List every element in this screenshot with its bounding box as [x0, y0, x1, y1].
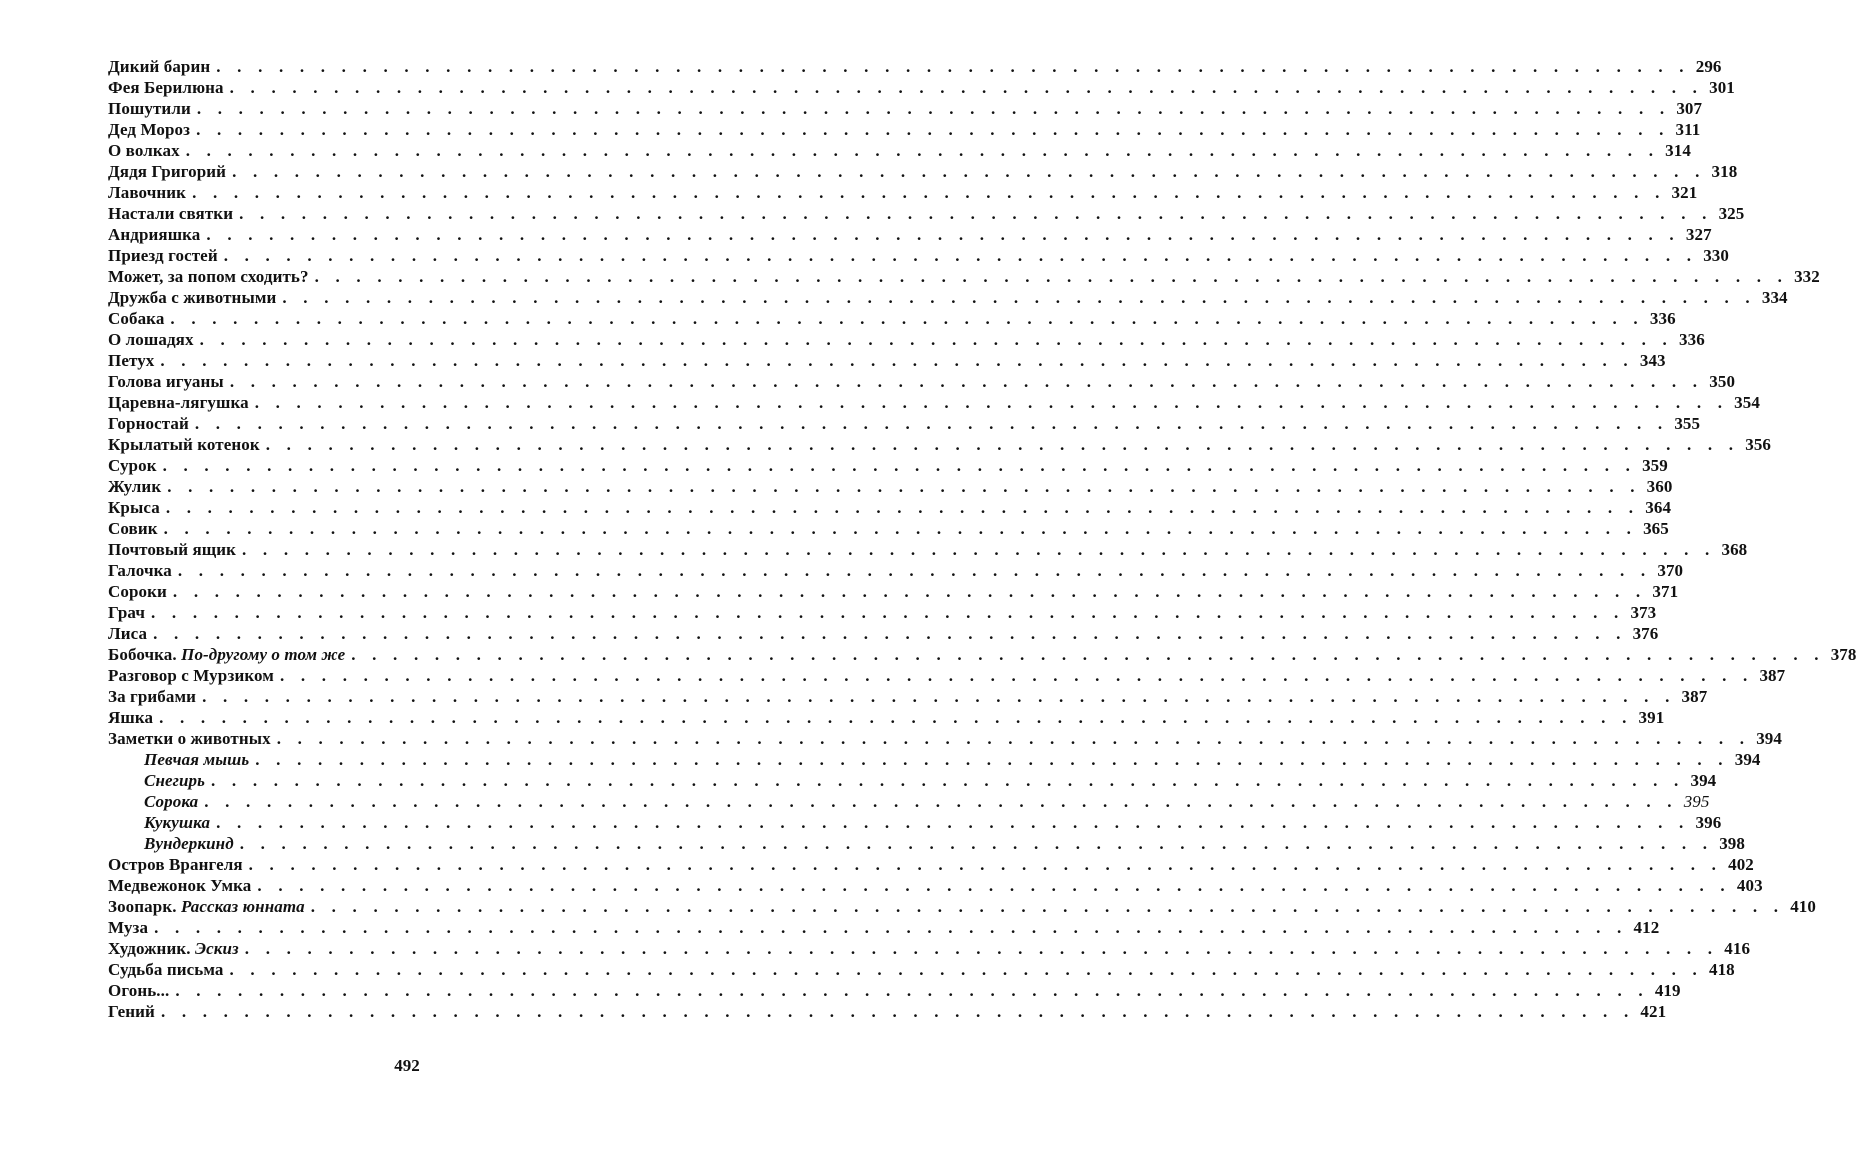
toc-entry-title [108, 287, 276, 308]
toc-entry-title-text: Разговор с Мурзиком [108, 666, 274, 685]
toc-entry-page: 412 [1633, 918, 1660, 937]
toc-entry [108, 581, 1679, 602]
toc-entry-title [108, 308, 164, 329]
dot-leader: . . . . . . . . . . . . . . . . . . . . . . . . . . . . . . . . . . . . . . . . . . . . . . . . . . . . . . . . . . . . . . . . . . . . . . . [170, 309, 1644, 328]
toc-entry-title-text: Приезд гостей [108, 246, 218, 265]
toc-entry-title-text: О волках [108, 141, 180, 160]
toc-entry-title [108, 203, 233, 224]
toc-entry [108, 455, 1668, 476]
toc-entry [108, 203, 1745, 224]
toc-entry-title-text: Лиса [108, 624, 148, 643]
toc-entry-page: 416 [1724, 939, 1751, 958]
toc-entry-title [108, 686, 196, 707]
dot-leader: . . . . . . . . . . . . . . . . . . . . . . . . . . . . . . . . . . . . . . . . . . . . . . . . . . . . . . . . . . . . . . . . . . . . . . . [153, 624, 1627, 643]
toc-entry [108, 434, 1772, 455]
toc-entry-title [108, 623, 147, 644]
toc-entry-page: 360 [1646, 477, 1673, 496]
toc-entry-page: 365 [1643, 519, 1669, 538]
dot-leader: . . . . . . . . . . . . . . . . . . . . . . . . . . . . . . . . . . . . . . . . . . . . . . . . . . . . . . . . . . . . . . . . . . . . . . . [314, 267, 1789, 286]
toc-entry-title [108, 497, 160, 518]
toc-entry-title [108, 938, 239, 959]
dot-leader: . . . . . . . . . . . . . . . . . . . . . . . . . . . . . . . . . . . . . . . . . . . . . . . . . . . . . . . . . . . . . . . . . . . . . . . [177, 561, 1652, 580]
toc-entry-title-text: Царевна-лягушка [108, 393, 249, 412]
toc-entry-title [108, 245, 218, 266]
toc-entry-subtitle: Эскиз [194, 939, 239, 958]
toc-entry-page: 355 [1674, 414, 1701, 433]
toc-entry-title-text: Снегирь [144, 771, 206, 790]
toc-entry-title-text: Зоопарк. [108, 897, 177, 916]
dot-leader: . . . . . . . . . . . . . . . . . . . . . . . . . . . . . . . . . . . . . . . . . . . . . . . . . . . . . . . . . . . . . . . . . . . . . . . [202, 687, 1676, 706]
toc-entry-page: 395 [1683, 792, 1710, 811]
dot-leader: . . . . . . . . . . . . . . . . . . . . . . . . . . . . . . . . . . . . . . . . . . . . . . . . . . . . . . . . . . . . . . . . . . . . . . . [175, 981, 1649, 1000]
toc-entry-page: 311 [1675, 120, 1701, 139]
toc-entry-title [108, 602, 145, 623]
toc-entry [108, 371, 1736, 392]
toc-entry-page: 336 [1649, 309, 1676, 328]
toc-entry [108, 854, 1754, 875]
toc-entry [108, 329, 1705, 350]
toc-entry-title-text: Дядя Григорий [108, 162, 227, 181]
toc-entry-title [144, 812, 210, 833]
dot-leader: . . . . . . . . . . . . . . . . . . . . . . . . . . . . . . . . . . . . . . . . . . . . . . . . . . . . . . . . . . . . . . . . . . . . . . . [282, 288, 1756, 307]
toc-entry-page: 354 [1734, 393, 1760, 412]
toc-entry-page: 410 [1790, 897, 1817, 916]
toc-entry-title [108, 581, 167, 602]
dot-leader: . . . . . . . . . . . . . . . . . . . . . . . . . . . . . . . . . . . . . . . . . . . . . . . . . . . . . . . . . . . . . . . . . . . . . . . [167, 477, 1641, 496]
toc-entry-title-text: Собака [108, 309, 165, 328]
toc-entry-title-text: Муза [108, 918, 149, 937]
toc-entry-title-text: Остров Врангеля [108, 855, 243, 874]
dot-leader: . . . . . . . . . . . . . . . . . . . . . . . . . . . . . . . . . . . . . . . . . . . . . . . . . . . . . . . . . . . . . . . . . . . . . . . [206, 225, 1680, 244]
toc-entry-title-text: Гений [108, 1002, 155, 1021]
toc-entry-title-text: Может, за попом сходить? [108, 267, 309, 286]
toc-entry [108, 245, 1729, 266]
dot-leader: . . . . . . . . . . . . . . . . . . . . . . . . . . . . . . . . . . . . . . . . . . . . . . . . . . . . . . . . . . . . . . . . . . . . . . . [216, 57, 1690, 76]
toc-entry [108, 224, 1712, 245]
dot-leader: . . . . . . . . . . . . . . . . . . . . . . . . . . . . . . . . . . . . . . . . . . . . . . . . . . . . . . . . . . . . . . . . . . . . . . . [204, 792, 1678, 811]
toc-entry-title [108, 959, 224, 980]
toc-entry-title-text: Сороки [108, 582, 167, 601]
dot-leader: . . . . . . . . . . . . . . . . . . . . . . . . . . . . . . . . . . . . . . . . . . . . . . . . . . . . . . . . . . . . . . . . . . . . . . . [248, 855, 1723, 874]
toc-entry-page: 343 [1639, 351, 1666, 370]
toc-entry-page: 398 [1719, 834, 1746, 853]
dot-leader: . . . . . . . . . . . . . . . . . . . . . . . . . . . . . . . . . . . . . . . . . . . . . . . . . . . . . . . . . . . . . . . . . . . . . . . [239, 204, 1713, 223]
dot-leader: . . . . . . . . . . . . . . . . . . . . . . . . . . . . . . . . . . . . . . . . . . . . . . . . . . . . . . . . . . . . . . . . . . . . . . . [276, 729, 1751, 748]
dot-leader: . . . . . . . . . . . . . . . . . . . . . . . . . . . . . . . . . . . . . . . . . . . . . . . . . . . . . . . . . . . . . . . . . . . . . . . [159, 708, 1633, 727]
toc-entry-title [108, 119, 190, 140]
toc-entry-page: 371 [1652, 582, 1679, 601]
dot-leader: . . . . . . . . . . . . . . . . . . . . . . . . . . . . . . . . . . . . . . . . . . . . . . . . . . . . . . . . . . . . . . . . . . . . . . . [196, 120, 1670, 139]
toc-entry-title-text: Вундеркинд [144, 834, 234, 853]
toc-entry-title [144, 833, 234, 854]
toc-entry-page: 418 [1708, 960, 1735, 979]
toc-entry-title-text: О лошадях [108, 330, 194, 349]
dot-leader: . . . . . . . . . . . . . . . . . . . . . . . . . . . . . . . . . . . . . . . . . . . . . . . . . . . . . . . . . . . . . . . . . . . . . . . [211, 771, 1685, 790]
dot-leader: . . . . . . . . . . . . . . . . . . . . . . . . . . . . . . . . . . . . . . . . . . . . . . . . . . . . . . . . . . . . . . . . . . . . . . . [196, 99, 1671, 118]
dot-leader: . . . . . . . . . . . . . . . . . . . . . . . . . . . . . . . . . . . . . . . . . . . . . . . . . . . . . . . . . . . . . . . . . . . . . . . [165, 498, 1640, 517]
toc-entry [108, 791, 1710, 812]
toc-entry-page: 387 [1681, 687, 1708, 706]
toc-entry-page: 364 [1645, 498, 1672, 517]
toc-entry-title [108, 392, 249, 413]
dot-leader: . . . . . . . . . . . . . . . . . . . . . . . . . . . . . . . . . . . . . . . . . . . . . . . . . . . . . . . . . . . . . . . . . . . . . . . [194, 414, 1669, 433]
toc-entry [108, 602, 1657, 623]
toc-entry-title [108, 665, 274, 686]
toc-entry [108, 812, 1722, 833]
toc-entry-title-text: Бобочка. [108, 645, 177, 664]
toc-entry [108, 896, 1817, 917]
toc-entry-subtitle: По-другому о том же [181, 645, 346, 664]
toc-entry [108, 623, 1659, 644]
toc-entry-title [108, 140, 180, 161]
toc-entry-title-text: Медвежонок Умка [108, 876, 252, 895]
toc-entry-page: 387 [1759, 666, 1786, 685]
dot-leader: . . . . . . . . . . . . . . . . . . . . . . . . . . . . . . . . . . . . . . . . . . . . . . . . . . . . . . . . . . . . . . . . . . . . . . . [162, 456, 1637, 475]
toc-entry-page: 296 [1695, 57, 1722, 76]
toc-entry [108, 644, 1857, 665]
toc-entry [108, 980, 1681, 1001]
toc-entry-page: 307 [1676, 99, 1703, 118]
dot-leader: . . . . . . . . . . . . . . . . . . . . . . . . . . . . . . . . . . . . . . . . . . . . . . . . . . . . . . . . . . . . . . . . . . . . . . . [199, 330, 1674, 349]
toc-entry-title-text: Настали святки [108, 204, 234, 223]
dot-leader: . . . . . . . . . . . . . . . . . . . . . . . . . . . . . . . . . . . . . . . . . . . . . . . . . . . . . . . . . . . . . . . . . . . . . . . [185, 141, 1660, 160]
toc-entry [108, 413, 1701, 434]
toc-entry-subtitle: Рассказ юнната [180, 897, 305, 916]
toc-entry-page: 325 [1718, 204, 1745, 223]
toc-entry [108, 665, 1786, 686]
toc-entry-title [108, 1001, 155, 1022]
toc-entry [108, 833, 1746, 854]
dot-leader: . . . . . . . . . . . . . . . . . . . . . . . . . . . . . . . . . . . . . . . . . . . . . . . . . . . . . . . . . . . . . . . . . . . . . . . [255, 750, 1729, 769]
toc-entry [108, 161, 1738, 182]
toc-entry-page: 394 [1690, 771, 1717, 790]
toc-entry-title [108, 266, 309, 287]
toc-entry-page: 394 [1734, 750, 1761, 769]
toc-entry [108, 98, 1703, 119]
toc-entry-page: 359 [1642, 456, 1668, 475]
toc-entry-title-text: Яшка [108, 708, 154, 727]
dot-leader: . . . . . . . . . . . . . . . . . . . . . . . . . . . . . . . . . . . . . . . . . . . . . . . . . . . . . . . . . . . . . . . . . . . . . . . [192, 183, 1666, 202]
toc-entry-title [108, 98, 191, 119]
toc-entry-page: 396 [1695, 813, 1722, 832]
toc-entry-title-text: Дружба с животными [108, 288, 277, 307]
dot-leader: . . . . . . . . . . . . . . . . . . . . . . . . . . . . . . . . . . . . . . . . . . . . . . . . . . . . . . . . . . . . . . . . . . . . . . . [151, 603, 1625, 622]
toc-entry-title-text: Фея Берилюна [108, 78, 224, 97]
toc-entry-page: 376 [1632, 624, 1659, 643]
toc-entry-title-text: Галочка [108, 561, 172, 580]
toc-entry [108, 392, 1760, 413]
toc-entry-title-text: Петух [108, 351, 155, 370]
toc-entry-title-text: За грибами [108, 687, 197, 706]
toc-entry [108, 518, 1669, 539]
toc-entry-title [108, 77, 224, 98]
toc-entry [108, 917, 1660, 938]
toc-entry-title [108, 434, 260, 455]
toc-entry [108, 875, 1763, 896]
toc-entry-title [108, 539, 236, 560]
dot-leader: . . . . . . . . . . . . . . . . . . . . . . . . . . . . . . . . . . . . . . . . . . . . . . . . . . . . . . . . . . . . . . . . . . . . . . . [280, 666, 1754, 685]
toc-entry-title [108, 413, 189, 434]
toc-entry-page: 321 [1671, 183, 1698, 202]
toc-entry-title-text: Дикий барин [108, 57, 211, 76]
dot-leader: . . . . . . . . . . . . . . . . . . . . . . . . . . . . . . . . . . . . . . . . . . . . . . . . . . . . . . . . . . . . . . . . . . . . . . . [239, 834, 1714, 853]
toc-entry-page: 318 [1711, 162, 1738, 181]
dot-leader: . . . . . . . . . . . . . . . . . . . . . . . . . . . . . . . . . . . . . . . . . . . . . . . . . . . . . . . . . . . . . . . . . . . . . . . [163, 519, 1638, 538]
dot-leader: . . . . . . . . . . . . . . . . . . . . . . . . . . . . . . . . . . . . . . . . . . . . . . . . . . . . . . . . . . . . . . . . . . . . . . . [257, 876, 1731, 895]
toc-entry [108, 959, 1735, 980]
toc-entry [108, 749, 1761, 770]
toc-entry-title [108, 707, 153, 728]
toc-entry-title-text: Почтовый ящик [108, 540, 237, 559]
toc-entry [108, 938, 1751, 959]
toc-entry-title [108, 182, 186, 203]
toc-entry-title [108, 476, 161, 497]
toc-entry [108, 287, 1788, 308]
toc-entry [108, 140, 1691, 161]
toc-entry-title [108, 56, 210, 77]
page-number: 492 [394, 1056, 420, 1075]
toc-entry-title-text: Жулик [108, 477, 162, 496]
dot-leader: . . . . . . . . . . . . . . . . . . . . . . . . . . . . . . . . . . . . . . . . . . . . . . . . . . . . . . . . . . . . . . . . . . . . . . . [216, 813, 1690, 832]
toc-entry-page: 370 [1657, 561, 1684, 580]
toc-entry-title [108, 980, 169, 1001]
toc-entry-title [108, 350, 154, 371]
toc-entry [108, 686, 1708, 707]
toc-entry [108, 77, 1735, 98]
toc-entry-title-text: Голова игуаны [108, 372, 224, 391]
toc-entry-page: 332 [1794, 267, 1820, 286]
dot-leader: . . . . . . . . . . . . . . . . . . . . . . . . . . . . . . . . . . . . . . . . . . . . . . . . . . . . . . . . . . . . . . . . . . . . . . . [229, 960, 1703, 979]
toc-entry-title [108, 875, 251, 896]
toc-entry-title [108, 329, 194, 350]
toc-entry-title [108, 224, 200, 245]
toc-entry-title [108, 371, 224, 392]
dot-leader: . . . . . . . . . . . . . . . . . . . . . . . . . . . . . . . . . . . . . . . . . . . . . . . . . . . . . . . . . . . . . . . . . . . . . . . [229, 78, 1704, 97]
toc-entry-title-text: Крылатый котенок [108, 435, 260, 454]
dot-leader: . . . . . . . . . . . . . . . . . . . . . . . . . . . . . . . . . . . . . . . . . . . . . . . . . . . . . . . . . . . . . . . . . . . . . . . [232, 162, 1706, 181]
dot-leader: . . . . . . . . . . . . . . . . . . . . . . . . . . . . . . . . . . . . . . . . . . . . . . . . . . . . . . . . . . . . . . . . . . . . . . . [265, 435, 1740, 454]
toc-entry [108, 560, 1684, 581]
toc-entry-title [108, 896, 305, 917]
toc-entry-title-text: Сорока [144, 792, 199, 811]
toc-entry [108, 770, 1717, 791]
toc-entry-title [108, 518, 158, 539]
toc-entry-title-text: Судьба письма [108, 960, 224, 979]
dot-leader: . . . . . . . . . . . . . . . . . . . . . . . . . . . . . . . . . . . . . . . . . . . . . . . . . . . . . . . . . . . . . . . . . . . . . . . [172, 582, 1647, 601]
dot-leader: . . . . . . . . . . . . . . . . . . . . . . . . . . . . . . . . . . . . . . . . . . . . . . . . . . . . . . . . . . . . . . . . . . . . . . . [229, 372, 1704, 391]
toc-entry-title [144, 770, 205, 791]
toc-entry-page: 378 [1830, 645, 1857, 664]
toc-entry-title-text: Совик [108, 519, 158, 538]
toc-entry-title-text: Горностай [108, 414, 189, 433]
dot-leader: . . . . . . . . . . . . . . . . . . . . . . . . . . . . . . . . . . . . . . . . . . . . . . . . . . . . . . . . . . . . . . . . . . . . . . . [244, 939, 1719, 958]
toc-entry-title-text: Кукушка [144, 813, 211, 832]
dot-leader: . . . . . . . . . . . . . . . . . . . . . . . . . . . . . . . . . . . . . . . . . . . . . . . . . . . . . . . . . . . . . . . . . . . . . . . [160, 351, 1634, 370]
toc-entry-page: 419 [1654, 981, 1681, 1000]
toc-entry-page: 334 [1761, 288, 1788, 307]
toc-entry [108, 182, 1698, 203]
toc-entry-title [108, 560, 172, 581]
toc-entry [108, 497, 1672, 518]
toc-entry-page: 330 [1703, 246, 1729, 265]
table-of-contents [108, 56, 1857, 1022]
toc-entry [108, 119, 1701, 140]
dot-leader: . . . . . . . . . . . . . . . . . . . . . . . . . . . . . . . . . . . . . . . . . . . . . . . . . . . . . . . . . . . . . . . . . . . . . . . [242, 540, 1716, 559]
toc-entry-title [108, 728, 271, 749]
toc-entry-title-text: Сурок [108, 456, 157, 475]
dot-leader: . . . . . . . . . . . . . . . . . . . . . . . . . . . . . . . . . . . . . . . . . . . . . . . . . . . . . . . . . . . . . . . . . . . . . . . [154, 918, 1628, 937]
toc-entry-title-text: Андрияшка [108, 225, 201, 244]
toc-entry-title [108, 161, 226, 182]
toc-entry-page: 391 [1638, 708, 1665, 727]
toc-entry-page: 336 [1679, 330, 1705, 349]
toc-entry-page: 373 [1630, 603, 1657, 622]
toc-entry [108, 308, 1676, 329]
dot-leader: . . . . . . . . . . . . . . . . . . . . . . . . . . . . . . . . . . . . . . . . . . . . . . . . . . . . . . . . . . . . . . . . . . . . . . . [223, 246, 1698, 265]
toc-entry [108, 476, 1673, 497]
dot-leader: . . . . . . . . . . . . . . . . . . . . . . . . . . . . . . . . . . . . . . . . . . . . . . . . . . . . . . . . . . . . . . . . . . . . . . . [310, 897, 1785, 916]
toc-entry-title [144, 749, 249, 770]
toc-entry-title [108, 455, 157, 476]
toc-entry-title [108, 917, 148, 938]
toc-entry-page: 314 [1665, 141, 1691, 160]
toc-entry [108, 1001, 1667, 1022]
dot-leader: . . . . . . . . . . . . . . . . . . . . . . . . . . . . . . . . . . . . . . . . . . . . . . . . . . . . . . . . . . . . . . . . . . . . . . . [254, 393, 1729, 412]
toc-entry-title [108, 854, 243, 875]
toc-entry-title-text: Заметки о животных [108, 729, 271, 748]
toc-entry-title-text: Дед Мороз [108, 120, 191, 139]
toc-entry-title-text: Крыса [108, 498, 160, 517]
toc-entry [108, 56, 1722, 77]
toc-entry-page: 301 [1709, 78, 1735, 97]
toc-entry-title-text: Грач [108, 603, 146, 622]
toc-entry-title-text: Певчая мышь [144, 750, 250, 769]
toc-entry [108, 539, 1748, 560]
toc-entry [108, 728, 1782, 749]
toc-entry [108, 707, 1665, 728]
dot-leader: . . . . . . . . . . . . . . . . . . . . . . . . . . . . . . . . . . . . . . . . . . . . . . . . . . . . . . . . . . . . . . . . . . . . . . . [160, 1002, 1635, 1021]
toc-entry-title-text: Художник. [108, 939, 191, 958]
toc-entry-title-text: Пошутили [108, 99, 191, 118]
toc-entry-page: 403 [1736, 876, 1763, 895]
dot-leader: . . . . . . . . . . . . . . . . . . . . . . . . . . . . . . . . . . . . . . . . . . . . . . . . . . . . . . . . . . . . . . . . . . . . . . . [351, 645, 1825, 664]
toc-entry-title [108, 644, 345, 665]
toc-entry-page: 368 [1721, 540, 1748, 559]
toc-entry-page: 402 [1728, 855, 1754, 874]
toc-entry-title-text: Лавочник [108, 183, 187, 202]
toc-entry-title-text: Огонь... [108, 981, 170, 1000]
toc-entry-title [144, 791, 198, 812]
toc-entry [108, 266, 1820, 287]
toc-entry-page: 394 [1756, 729, 1782, 748]
toc-entry-page: 350 [1709, 372, 1736, 391]
toc-entry-page: 421 [1640, 1002, 1667, 1021]
toc-entry-page: 327 [1685, 225, 1712, 244]
toc-entry-page: 356 [1745, 435, 1772, 454]
toc-entry [108, 350, 1666, 371]
